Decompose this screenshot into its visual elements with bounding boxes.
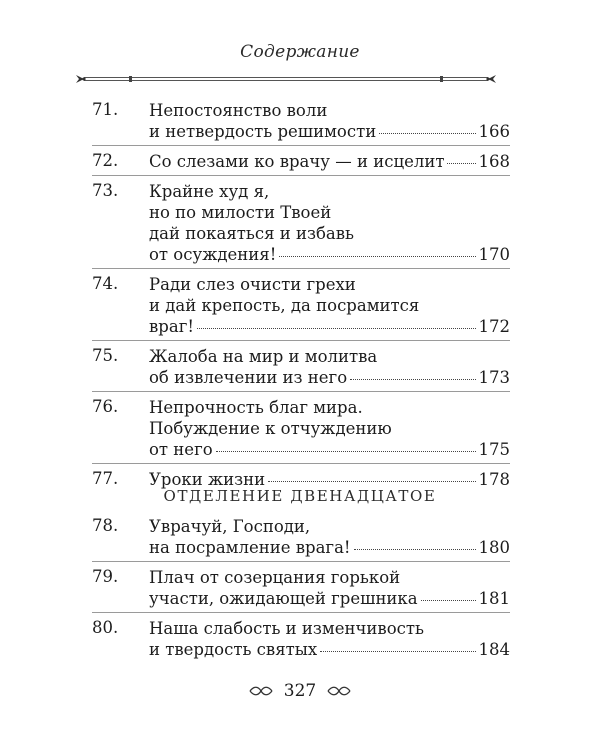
entry-title-line: Уроки жизни xyxy=(149,470,266,489)
entry-title-last-line xyxy=(149,367,510,388)
entry-title-line: и дай крепость, да посрамится xyxy=(149,296,420,315)
entry-number: 75. xyxy=(92,346,119,365)
entry-title xyxy=(149,397,510,460)
entry-page-number: 166 xyxy=(478,122,510,141)
entry-number: 79. xyxy=(92,567,119,586)
header-ornament-rule xyxy=(74,73,498,85)
dot-leader xyxy=(350,379,475,380)
entry-number: 80. xyxy=(92,618,119,637)
right-ornament-icon xyxy=(326,685,352,697)
entry-title-line: и твердость святых xyxy=(149,640,318,659)
entry-title-last-line xyxy=(149,316,510,337)
entry-title xyxy=(149,100,510,142)
entry-title-line: дай покаяться и избавь xyxy=(149,224,355,243)
left-ornament-icon xyxy=(248,685,274,697)
entry-title-line: Со слезами ко врачу — и исцелит xyxy=(149,152,445,171)
entry-title-line: участи, ожидающей грешника xyxy=(149,589,418,608)
entry-separator xyxy=(92,463,510,464)
entry-title xyxy=(149,274,510,337)
entry-page-number: 170 xyxy=(478,245,510,264)
entry-title-last-line xyxy=(149,537,510,558)
entry-number: 78. xyxy=(92,516,119,535)
entry-title-line: но по милости Твоей xyxy=(149,203,332,222)
entry-separator xyxy=(92,145,510,146)
entry-number: 72. xyxy=(92,151,119,170)
page-number: 327 xyxy=(283,681,317,701)
entry-page-number: 172 xyxy=(478,317,510,336)
toc-entry xyxy=(92,567,510,609)
toc-list-upper xyxy=(92,100,510,490)
entry-title-last-line xyxy=(149,639,510,660)
entry-number: 71. xyxy=(92,100,119,119)
dot-leader xyxy=(268,481,475,482)
toc-list-lower xyxy=(92,516,510,660)
entry-number: 76. xyxy=(92,397,119,416)
page-footer xyxy=(0,681,600,701)
entry-title-last-line xyxy=(149,439,510,460)
entry-title-line: Непостоянство воли xyxy=(149,101,328,120)
entry-title-line: Побуждение к отчуждению xyxy=(149,419,392,438)
entry-number: 77. xyxy=(92,469,119,488)
dot-leader xyxy=(216,451,476,452)
dot-leader xyxy=(354,549,476,550)
entry-title-line: Плач от созерцания горькой xyxy=(149,568,401,587)
entry-title xyxy=(149,346,510,388)
entry-title-line: Наша слабость и изменчивость xyxy=(149,619,424,638)
entry-title-line: от него xyxy=(149,440,213,459)
entry-title-line: об извлечении из него xyxy=(149,368,348,387)
entry-title-line: от осуждения! xyxy=(149,245,277,264)
running-header: Содержание xyxy=(240,42,360,62)
entry-page-number: 180 xyxy=(478,538,510,557)
toc-entry xyxy=(92,397,510,460)
entry-separator xyxy=(92,175,510,176)
toc-entry xyxy=(92,274,510,337)
entry-title-line: Уврачуй, Господи, xyxy=(149,517,311,536)
entry-title xyxy=(149,618,510,660)
dot-leader xyxy=(379,133,475,134)
entry-page-number: 181 xyxy=(478,589,510,608)
entry-title-line: Жалоба на мир и молитва xyxy=(149,347,378,366)
entry-page-number: 168 xyxy=(478,152,510,171)
entry-title-last-line xyxy=(149,588,510,609)
entry-title xyxy=(149,516,510,558)
ornament-rule-icon xyxy=(74,73,498,85)
entry-separator xyxy=(92,391,510,392)
entry-number: 74. xyxy=(92,274,119,293)
entry-title xyxy=(149,151,510,172)
entry-page-number: 175 xyxy=(478,440,510,459)
dot-leader xyxy=(421,600,476,601)
entry-title-line: на посрамление врага! xyxy=(149,538,351,557)
entry-title-line: Непрочность благ мира. xyxy=(149,398,363,417)
toc-entry xyxy=(92,181,510,265)
section-heading: ОТДЕЛЕНИЕ ДВЕНАДЦАТОЕ xyxy=(163,487,437,505)
entry-separator xyxy=(92,612,510,613)
entry-title-line: враг! xyxy=(149,317,194,336)
entry-page-number: 184 xyxy=(478,640,510,659)
dot-leader xyxy=(279,256,475,257)
toc-entry xyxy=(92,516,510,558)
entry-title-line: Ради слез очисти грехи xyxy=(149,275,356,294)
entry-number: 73. xyxy=(92,181,119,200)
entry-title xyxy=(149,567,510,609)
entry-separator xyxy=(92,340,510,341)
dot-leader xyxy=(447,163,475,164)
entry-page-number: 178 xyxy=(478,470,510,489)
toc-entry xyxy=(92,100,510,142)
entry-title-last-line xyxy=(149,244,510,265)
entry-title-last-line xyxy=(149,121,510,142)
toc-entry xyxy=(92,346,510,388)
entry-separator xyxy=(92,561,510,562)
entry-page-number: 173 xyxy=(478,368,510,387)
entry-title-line: Крайне худ я, xyxy=(149,182,270,201)
entry-separator xyxy=(92,268,510,269)
dot-leader xyxy=(197,328,476,329)
entry-title xyxy=(149,181,510,265)
dot-leader xyxy=(320,651,475,652)
toc-entry xyxy=(92,151,510,172)
entry-title-line: и нетвердость решимости xyxy=(149,122,377,141)
toc-entry xyxy=(92,618,510,660)
entry-title-last-line xyxy=(149,151,510,172)
